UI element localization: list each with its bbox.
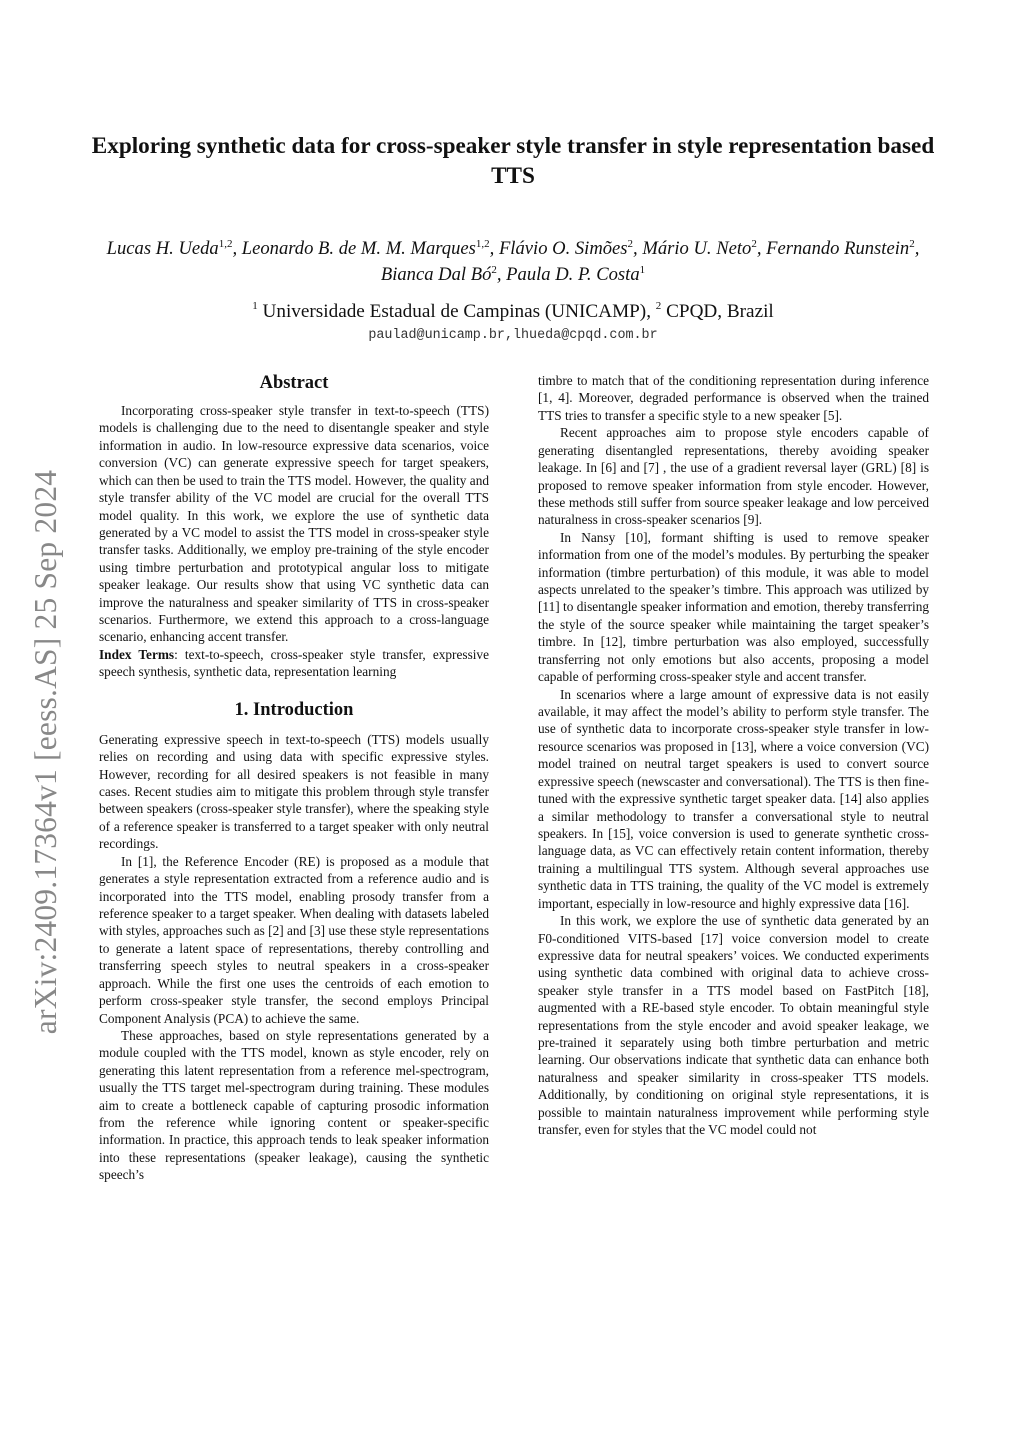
- paragraph: Recent approaches aim to propose style encoders capable of generating disentangled representations, thereby avoiding speaker leakage. In [6] and [7] , the use of a gradient reversal layer (GRL) [8] is proposed to remove speaker information from style encoder. However, these methods still suffer from source speaker leakage and low perceived naturalness in cross-speaker scenarios [9].: [538, 425, 929, 528]
- left-column: [99, 372, 489, 1184]
- arxiv-sidebar: [24, 432, 68, 1072]
- author: Fernando Runstein$^2$,: [766, 238, 920, 259]
- right-column: [538, 372, 929, 1139]
- paragraph: Generating expressive speech in text-to-speech (TTS) models usually relies on recording and using data with specific expressive styles. However, recording for all desired speakers is not feasible in many cases. Recent studies aim to mitigate this problem through style transfer between speakers (cross-speaker style transfer), where the speaking style of a reference speaker is transferred to a target speaker with only neutral recordings.: [99, 731, 489, 852]
- author-list: [90, 236, 936, 288]
- paragraph: In this work, we explore the use of synthetic data generated by an F0-conditioned VITS-based [17] voice conversion model to create expressive data for neutral speakers’ voices. We conducted experiments using synthetic data combined with original data to achieve cross-speaker style transfer in a TTS model based on FastPitch [18], augmented with a RE-based style encoder. To obtain meaningful style representations from the style encoder and avoid speaker leakage, we pre-trained it separately using both timbre perturbation and metric learning. Our observations indicate that synthetic data can enhance both naturalness and speaker similarity in cross-speaker TTS models. Additionally, by conditioning on original style representations, it is possible to maintain naturalness improvement while performing style transfer, even for styles that the VC model could not: [538, 913, 929, 1138]
- paragraph: In Nansy [10], formant shifting is used to remove speaker information from one of the model’s modules. By perturbing the speaker information (timbre perturbation) of this module, it was able to model aspects unrelated to the speaker’s timbre. This approach was utilized by [11] to disentangle speaker information and emotion, thereby transferring the style of the source speaker while maintaining the target speaker’s timbre. In [12], timbre perturbation was also employed, successfully transferring not only emotions but also accents, proposing a model capable of performing cross-speaker style and accent transfer.: [538, 529, 929, 685]
- abstract: [99, 402, 489, 681]
- index-terms: Index Terms: text-to-speech, cross-speaker style transfer, expressive speech synthesis, synthetic data, representation learning: [99, 646, 489, 680]
- section-heading-introduction: 1. Introduction: [234, 699, 354, 720]
- paragraph: In scenarios where a large amount of expressive data is not easily available, it may affect the model’s ability to perform style transfer. The use of synthetic data to incorporate cross-speaker style transfer in low-resource scenarios was proposed in [13], where a voice conversion (VC) model trained on neutral target speakers is used to convert source expressive speech (newscaster and conversational). The TTS is then fine-tuned with the expressive synthetic target speaker data. [14] also applies a similar methodology to transfer a conversational style to neutral speakers. In [15], voice conversion is used to generate synthetic cross-language data, as VC can effectively retain content information, thereby training a multilingual TTS system. Although several approaches use synthetic data in TTS training, the quality of the VC model is extremely important, especially in low-resource and highly expressive data [16].: [538, 686, 929, 911]
- author: Paula D. P. Costa$^1$: [506, 264, 646, 285]
- arxiv-identifier: arXiv:2409.17364v1 [eess.AS] 25 Sep 2024: [28, 469, 63, 1035]
- paragraph: timbre to match that of the conditioning representation during inference [1, 4]. Moreover, degraded performance is observed when the trained TTS tries to transfer a specific style to a new speaker [5].: [538, 373, 929, 423]
- author: Flávio O. Simões$^2$,: [498, 238, 643, 259]
- paragraph: In [1], the Reference Encoder (RE) is proposed as a module that generates a style representation extracted from a reference audio and is incorporated into the TTS model, enabling prosody transfer from a reference speaker to a target speaker. When dealing with datasets labeled with styles, approaches such as [2] and [3] use these style representations to generate a latent space of representations, thereby controlling and transferring speech styles to neutral speakers in a cross-speaker approach. While the first one uses the centroids of each emotion to perform cross-speaker style transfer, the second employs Principal Component Analysis (PCA) to achieve the same.: [99, 853, 489, 1026]
- affiliations: $^1$ Universidade Estadual de Campinas (UNICAMP), $^2$ CPQD, Brazil: [252, 300, 774, 322]
- abstract-heading: Abstract: [259, 373, 329, 393]
- abstract-text: Incorporating cross-speaker style transfer in text-to-speech (TTS) models is challenging due to the need to disentangle speaker and style information in audio. In low-resource expressive data scenarios, voice conversion (VC) can generate expressive speech for target speakers, which can then be used to train the TTS model. However, the quality and style transfer ability of the VC model are crucial for the overall TTS model quality. In this work, we explore the use of synthetic data generated by a VC model to assist the TTS model in cross-speaker style transfer tasks. Additionally, we employ pre-training of the style encoder using timbre perturbation and prototypical angular loss to mitigate speaker leakage. Our results show that using VC synthetic data can improve the naturalness and speaker similarity of TTS in cross-speaker scenarios. Furthermore, we extend this approach to a cross-language scenario, enhancing accent transfer.: [99, 403, 489, 645]
- author: Mário U. Neto$^2$,: [642, 238, 767, 259]
- paragraph: These approaches, based on style representations generated by a module coupled with the TTS model, known as style encoder, rely on generating this latent representation from a reference mel-spectrogram, usually the TTS target mel-spectrogram during training. These modules aim to create a bottleneck capable of capturing prosodic information from the reference while ignoring content or speaker-specific information. In practice, this approach tends to leak speaker information into these representations (speaker leakage), causing the synthetic speech’s: [99, 1027, 489, 1183]
- author-emails: paulad@unicamp.br,lhueda@cpqd.com.br: [368, 328, 658, 343]
- author: Leonardo B. de M. M. Marques$^{1,2}$,: [241, 238, 499, 259]
- paper-title: Exploring synthetic data for cross-speaker style transfer in style representation based TTS: [91, 133, 935, 189]
- author: Bianca Dal $Bó^2$,: [380, 264, 507, 285]
- author: Lucas H. Ueda$^{1,2}$,: [106, 238, 242, 259]
